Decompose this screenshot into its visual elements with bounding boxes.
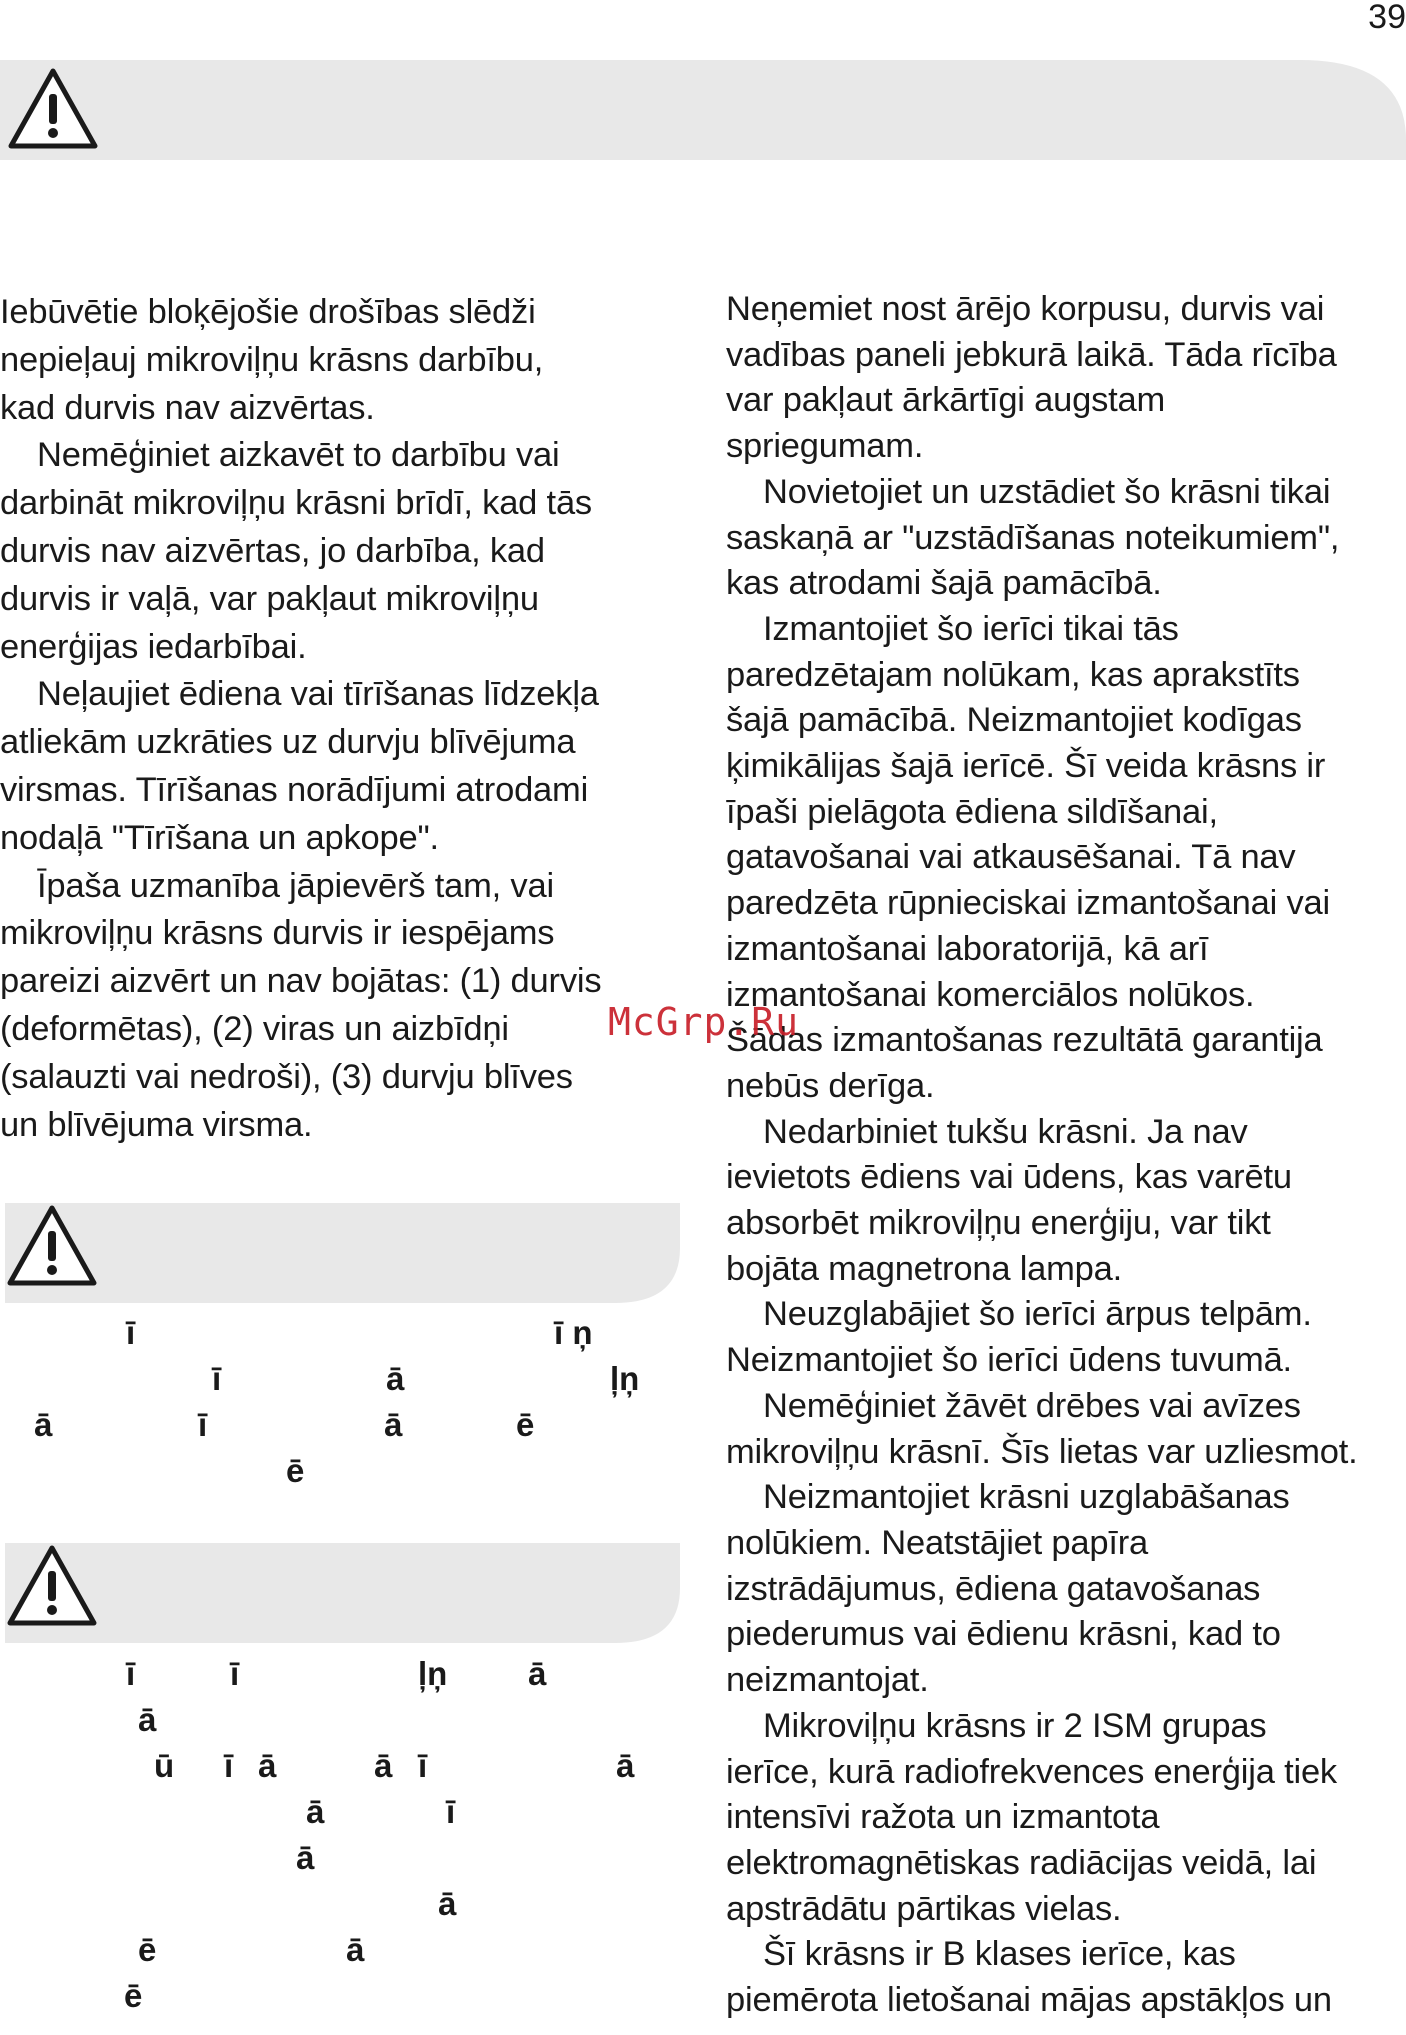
warning-1-line <box>0 1360 680 1404</box>
text-line: Nemēģiniet žāvēt drēbes vai avīzes <box>763 1386 1301 1425</box>
watermark: McGrp.Ru <box>608 1000 800 1044</box>
text-line: bojāta magnetrona lampa. <box>726 1249 1123 1288</box>
text-line: durvis nav aizvērtas, jo darbība, kad <box>0 531 545 570</box>
text-line: izmantošanai laboratorijā, kā arī <box>726 929 1209 968</box>
text-line: Šī krāsns ir B klases ierīce, kas <box>763 1935 1236 1974</box>
text-fragment: ļņ <box>418 1655 448 1692</box>
text-line: paredzētajam nolūkam, kas aprakstīts <box>726 655 1300 694</box>
warning-1-line <box>0 1314 680 1358</box>
text-line: neizmantojat. <box>726 1661 929 1700</box>
warning-2-line <box>0 1701 680 1745</box>
warning-box-2 <box>5 1543 680 1643</box>
text-line: Neizmantojiet krāsni uzglabāšanas <box>763 1478 1290 1517</box>
text-line: Īpaša uzmanība jāpievērš tam, vai <box>37 866 554 905</box>
text-line: īpaši pielāgota ēdiena sildīšanai, <box>726 792 1218 831</box>
text-fragment: ļņ <box>610 1360 640 1397</box>
text-line: izstrādājumus, ēdiena gatavošanas <box>726 1569 1261 1608</box>
text-line: apstrādātu pārtikas vielas. <box>726 1889 1122 1928</box>
text-line: nodaļā "Tīrīšana un apkope". <box>0 818 439 857</box>
text-fragment: ū <box>154 1747 175 1784</box>
text-line: un blīvējuma virsma. <box>0 1105 313 1144</box>
text-line: nebūs derīga. <box>726 1066 935 1105</box>
warning-2-line <box>0 1747 680 1791</box>
text-line: piemērota lietošanai mājas apstākļos un <box>726 1981 1332 2020</box>
warning-box-1 <box>5 1203 680 1303</box>
text-fragment: ī <box>212 1360 222 1397</box>
right-column-text <box>726 287 1406 2024</box>
warning-2-line <box>0 1839 680 1883</box>
text-fragment: ī <box>126 1314 136 1351</box>
warning-triangle-icon <box>5 1543 99 1629</box>
text-fragment: ā <box>384 1406 403 1443</box>
text-fragment: ī <box>126 1655 136 1692</box>
warning-2-line <box>0 1977 680 2021</box>
warning-2-line <box>0 1885 680 1929</box>
text-line: kas atrodami šajā pamācībā. <box>726 564 1162 603</box>
text-line: Neuzglabājiet šo ierīci ārpus telpām. <box>763 1295 1312 1334</box>
text-line: enerģijas iedarbībai. <box>0 627 307 666</box>
text-line: intensīvi ražota un izmantota <box>726 1798 1160 1837</box>
text-fragment: ā <box>34 1406 53 1443</box>
text-line: darbināt mikroviļņu krāsni brīdī, kad tās <box>0 484 592 523</box>
text-line: elektromagnētiskas radiācijas veidā, lai <box>726 1843 1317 1882</box>
text-line: Iebūvētie bloķējošie drošības slēdži <box>0 293 536 331</box>
text-fragment: ē <box>516 1406 535 1443</box>
text-fragment: ā <box>528 1655 547 1692</box>
text-line: Izmantojiet šo ierīci tikai tās <box>763 609 1179 648</box>
text-fragment: ī <box>198 1406 208 1443</box>
text-line: šajā pamācībā. Neizmantojiet kodīgas <box>726 701 1302 740</box>
text-line: durvis ir vaļā, var pakļaut mikroviļņu <box>0 579 539 618</box>
text-line: saskaņā ar "uzstādīšanas noteikumiem", <box>726 518 1340 557</box>
text-fragment: ī ņ <box>554 1314 593 1351</box>
text-line: (salauzti vai nedroši), (3) durvju blīves <box>0 1057 573 1096</box>
text-fragment: ī <box>224 1747 234 1784</box>
text-fragment: ē <box>286 1452 305 1489</box>
text-line: Nedarbiniet tukšu krāsni. Ja nav <box>763 1112 1248 1151</box>
text-fragment: ī <box>418 1747 428 1784</box>
text-line: nolūkiem. Neatstājiet papīra <box>726 1523 1149 1562</box>
warning-triangle-icon <box>6 66 100 152</box>
text-line: (deformētas), (2) viras un aizbīdņi <box>0 1009 509 1048</box>
page-number: 39 <box>1368 0 1406 36</box>
warning-1-line <box>0 1452 680 1496</box>
text-line: Nemēģiniet aizkavēt to darbību vai <box>37 436 560 475</box>
text-line: vadības paneli jebkurā laikā. Tāda rīcība <box>726 335 1337 374</box>
text-fragment: ā <box>258 1747 277 1784</box>
warning-1-line <box>0 1406 680 1450</box>
text-line: paredzēta rūpnieciskai izmantošanai vai <box>726 884 1330 923</box>
text-line: ķimikālijas šajā ierīcē. Šī veida krāsns ir <box>726 747 1326 786</box>
text-line: spriegumam. <box>726 427 924 466</box>
text-line: Neizmantojiet šo ierīci ūdens tuvumā. <box>726 1341 1292 1380</box>
text-fragment: ā <box>296 1839 315 1876</box>
text-line: piederumus vai ēdienu krāsni, kad to <box>726 1615 1281 1654</box>
text-line: absorbēt mikroviļņu enerģiju, var tikt <box>726 1204 1271 1243</box>
text-line: Mikroviļņu krāsns ir 2 ISM grupas <box>763 1706 1267 1745</box>
text-line: ierīce, kurā radiofrekvences enerģija tiek <box>726 1752 1337 1791</box>
text-fragment: ā <box>306 1793 325 1830</box>
warning-2-line <box>0 1655 680 1699</box>
text-line: mikroviļņu krāsnī. Šīs lietas var uzliesmot. <box>726 1432 1358 1471</box>
text-fragment: ā <box>138 1701 157 1738</box>
left-column-text <box>0 289 690 1149</box>
text-fragment: ā <box>386 1360 405 1397</box>
text-line: Neņemiet nost ārējo korpusu, durvis vai <box>726 290 1325 328</box>
text-line: virsmas. Tīrīšanas norādījumi atrodami <box>0 770 589 809</box>
text-fragment: ē <box>138 1931 157 1968</box>
text-fragment: ā <box>616 1747 635 1784</box>
text-line: Šādas izmantošanas rezultātā garantija <box>726 1021 1323 1060</box>
text-line: Novietojiet un uzstādiet šo krāsni tikai <box>763 472 1331 511</box>
text-line: ievietots ēdiens vai ūdens, kas varētu <box>726 1158 1292 1197</box>
text-fragment: ā <box>346 1931 365 1968</box>
text-fragment: ā <box>374 1747 393 1784</box>
text-line: nepieļauj mikroviļņu krāsns darbību, <box>0 340 544 379</box>
warning-2-line <box>0 1931 680 1975</box>
warning-2-line <box>0 1793 680 1837</box>
text-line: kad durvis nav aizvērtas. <box>0 388 375 427</box>
text-line: var pakļaut ārkārtīgi augstam <box>726 381 1166 420</box>
text-line: mikroviļņu krāsns durvis ir iespējams <box>0 914 555 953</box>
text-line: Neļaujiet ēdiena vai tīrīšanas līdzekļa <box>37 675 599 714</box>
text-line: izmantošanai komerciālos nolūkos. <box>726 975 1255 1014</box>
text-fragment: ē <box>124 1977 143 2014</box>
text-line: gatavošanai vai atkausēšanai. Tā nav <box>726 838 1296 877</box>
warning-triangle-icon <box>5 1203 99 1289</box>
text-line: pareizi aizvērt un nav bojātas: (1) durvis <box>0 962 602 1001</box>
text-fragment: ī <box>446 1793 456 1830</box>
text-fragment: ī <box>230 1655 240 1692</box>
top-warning-banner <box>0 60 1406 160</box>
text-fragment: ā <box>438 1885 457 1922</box>
text-line: atliekām uzkrāties uz durvju blīvējuma <box>0 723 576 762</box>
